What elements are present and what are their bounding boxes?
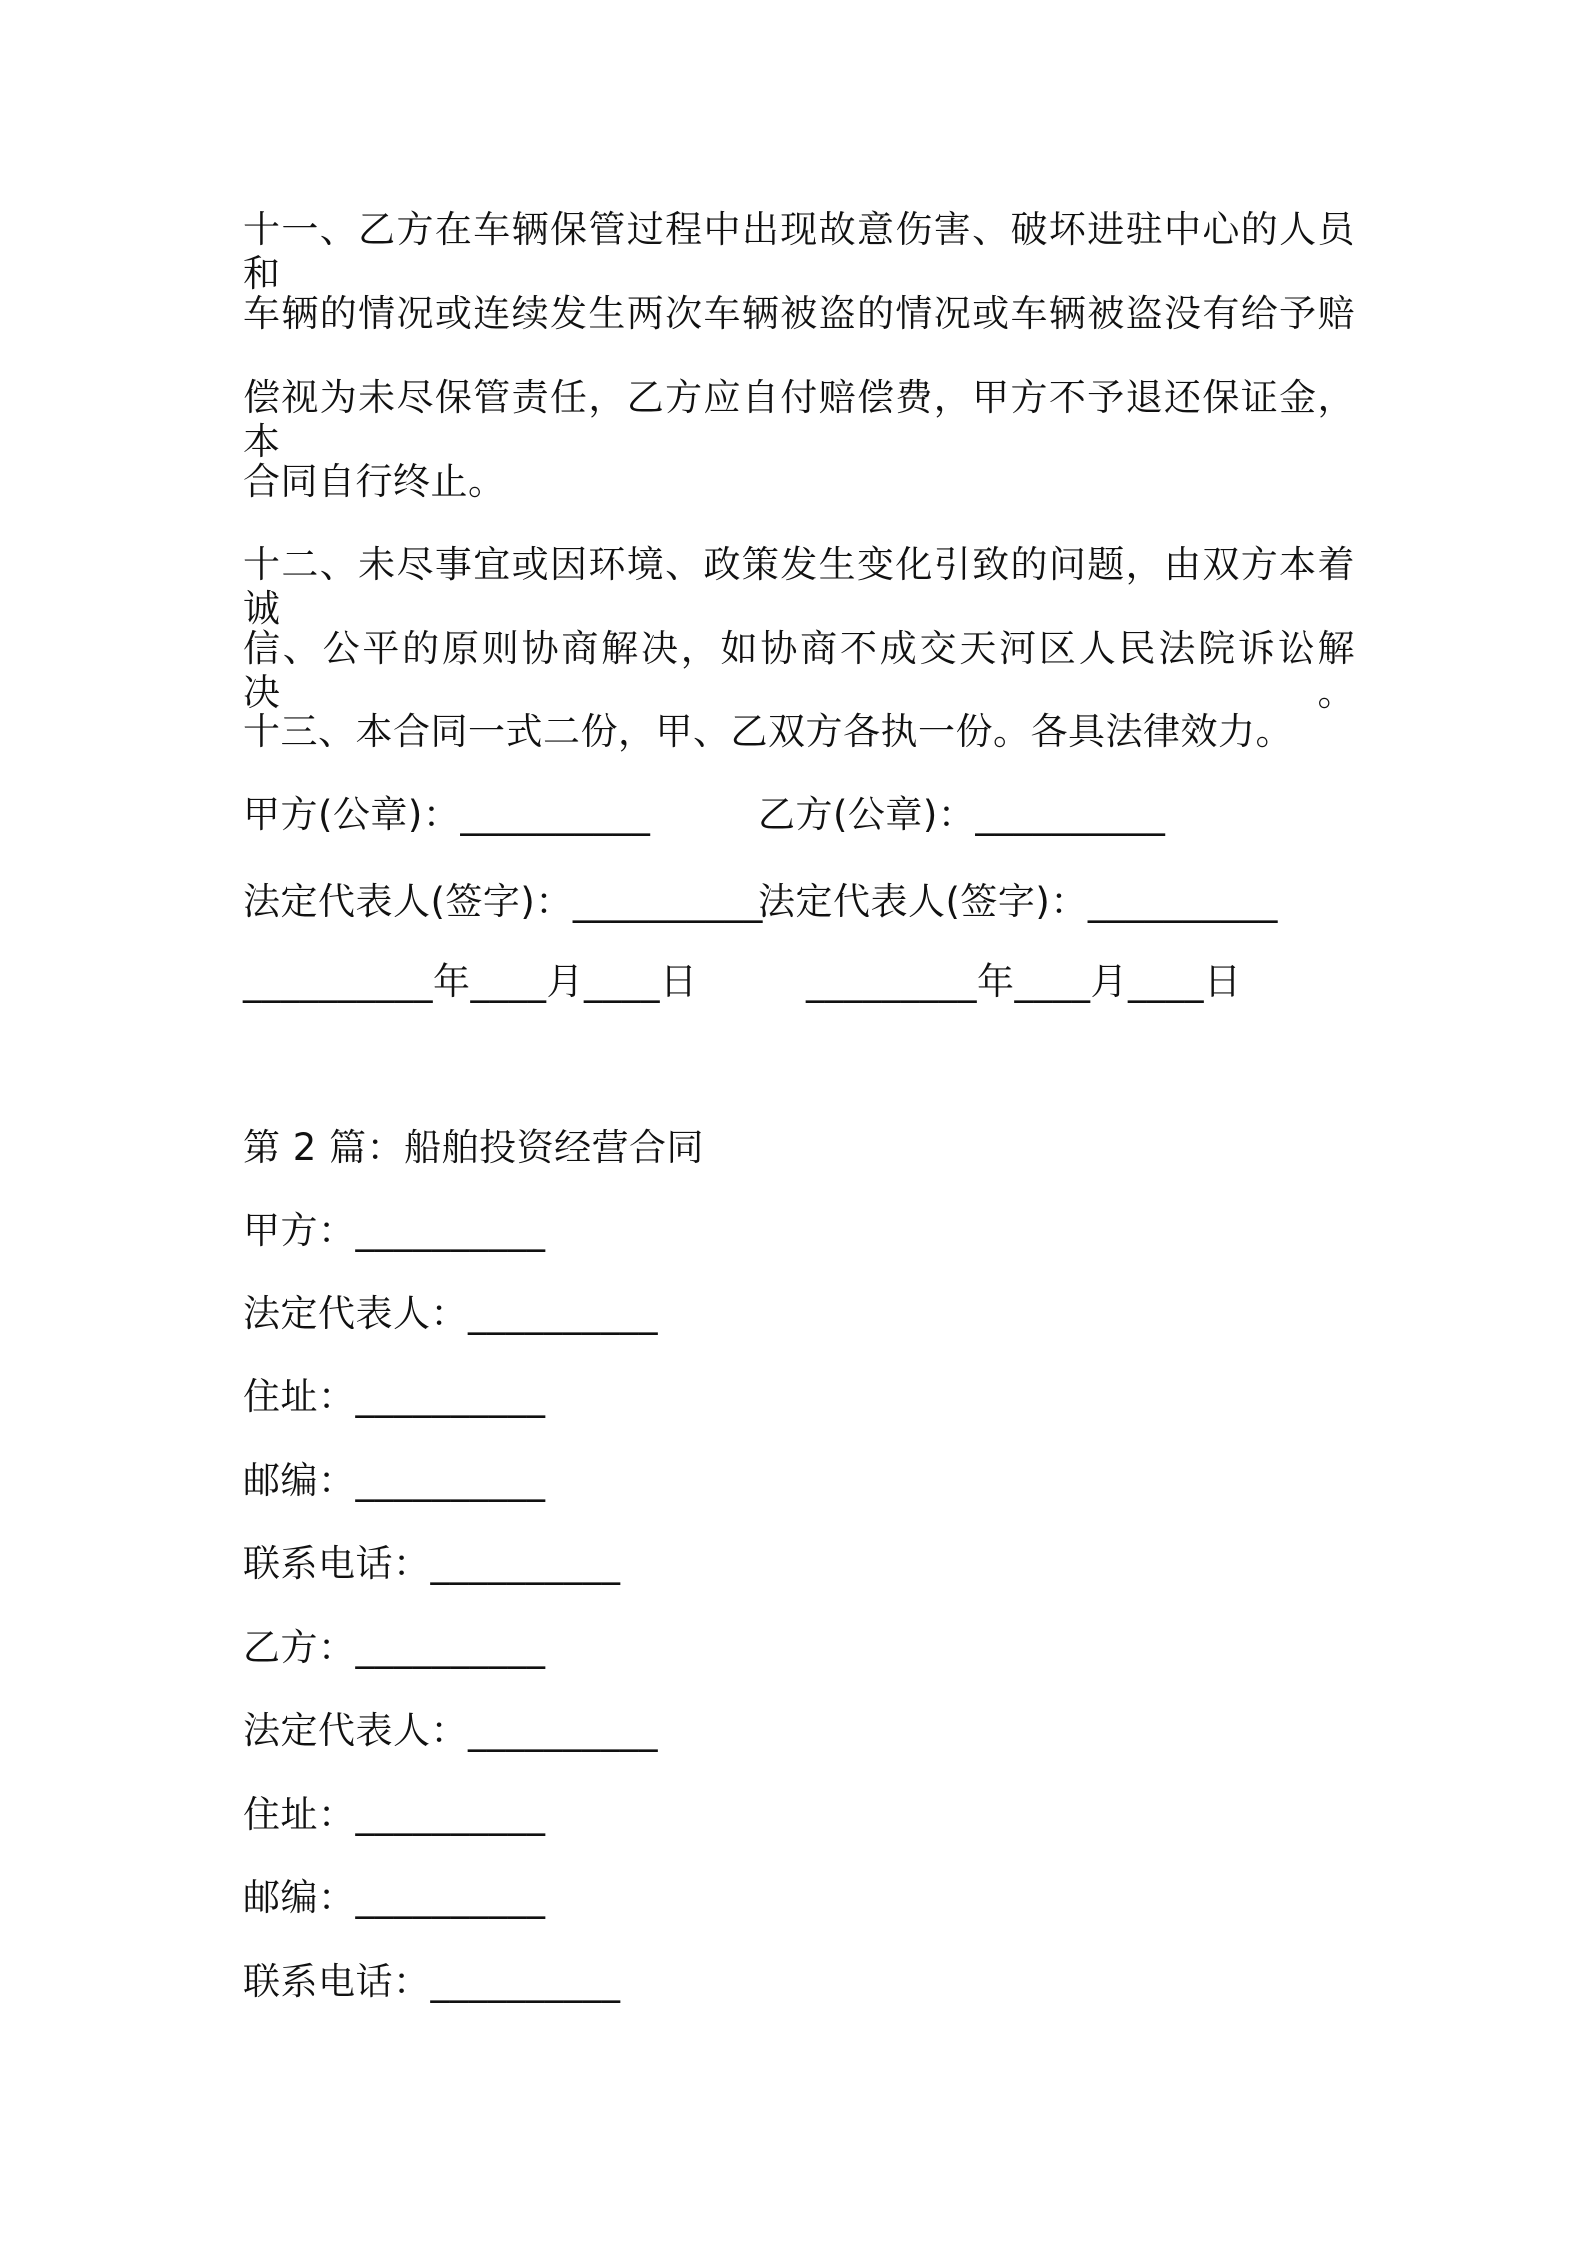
party-b-seal: 乙方(公章)：__________ xyxy=(758,793,1166,836)
clause-11-line-4: 合同自行终止。 xyxy=(243,460,506,503)
party-a-seal: 甲方(公章)：__________ xyxy=(243,793,651,836)
field-party-b: 乙方：__________ xyxy=(243,1626,546,1669)
field-party-a-phone: 联系电话：__________ xyxy=(243,1542,621,1585)
field-party-b-representative: 法定代表人：__________ xyxy=(243,1709,658,1752)
party-a-representative: 法定代表人(签字)：__________ xyxy=(243,880,763,923)
field-party-a-representative: 法定代表人：__________ xyxy=(243,1292,658,1335)
clause-11-line-3: 偿视为未尽保管责任，乙方应自付赔偿费，甲方不予退还保证金，本 xyxy=(243,376,1355,463)
clause-11-line-1: 十一、乙方在车辆保管过程中出现故意伤害、破坏进驻中心的人员和 xyxy=(243,208,1355,295)
section-2-title: 第 2 篇：船舶投资经营合同 xyxy=(243,1126,705,1169)
field-party-b-phone: 联系电话：__________ xyxy=(243,1960,621,2003)
clause-13: 十三、本合同一式二份，甲、乙双方各执一份。各具法律效力。 xyxy=(243,710,1293,753)
field-party-a: 甲方：__________ xyxy=(243,1209,546,1252)
clause-12-line-2: 信、公平的原则协商解决，如协商不成交天河区人民法院诉讼解决。 xyxy=(243,627,1355,714)
party-b-representative: 法定代表人(签字)：__________ xyxy=(758,880,1278,923)
clause-12-line-1: 十二、未尽事宜或因环境、政策发生变化引致的问题，由双方本着诚 xyxy=(243,543,1355,630)
field-party-b-address: 住址：__________ xyxy=(243,1793,546,1836)
clause-11-line-2: 车辆的情况或连续发生两次车辆被盗的情况或车辆被盗没有给予赔 xyxy=(243,292,1355,335)
party-b-date: _________年____月____日 xyxy=(806,960,1242,1003)
field-party-a-address: 住址：__________ xyxy=(243,1375,546,1418)
field-party-b-postcode: 邮编：__________ xyxy=(243,1876,546,1919)
party-a-date: __________年____月____日 xyxy=(243,960,698,1003)
field-party-a-postcode: 邮编：__________ xyxy=(243,1459,546,1502)
